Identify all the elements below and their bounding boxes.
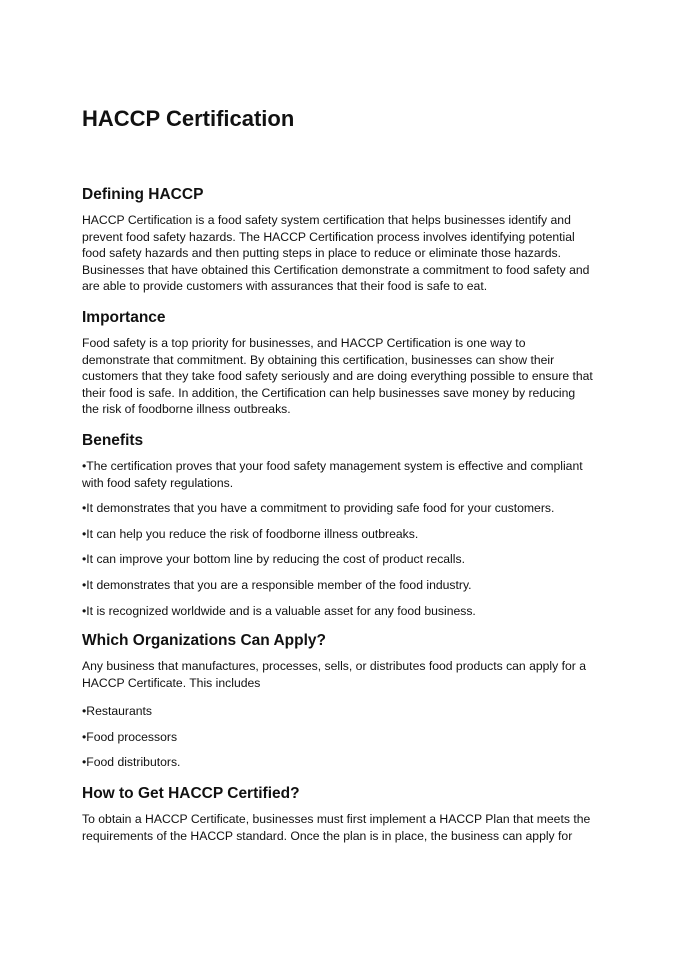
section-heading-organizations: Which Organizations Can Apply? <box>82 632 326 650</box>
list-item: • It can help you reduce the risk of foodborne illness outbreaks. <box>82 526 594 543</box>
list-item: • It is recognized worldwide and is a valuable asset for any food business. <box>82 603 594 620</box>
list-item: • It demonstrates that you have a commitment to providing safe food for your customers. <box>82 500 594 517</box>
section-defining-haccp <box>82 184 594 295</box>
paragraph-organizations: Any business that manufactures, processes, sells, or distributes food products can apply for a HACCP Certificate. This includes <box>82 659 587 690</box>
section-heading-benefits: Benefits <box>82 431 144 449</box>
list-item: • It demonstrates that you are a responsible member of the food industry. <box>82 577 594 594</box>
organizations-list <box>82 703 594 771</box>
paragraph-defining: HACCP Certification is a food safety system certification that helps businesses identify and prevent food safety hazards. The HACCP Certification process involves identifying potential food safety hazards and then putting steps in place to reduce or eliminate those hazards. Businesses that have obtained this Certification demonstrate a commitment to food safety and are able to provide customers with assurances that their food is safe to eat. <box>82 213 590 294</box>
list-item: • Food distributors. <box>82 754 594 771</box>
benefits-list <box>82 458 594 619</box>
section-how-to-certify <box>82 783 594 844</box>
section-heading-how-to: How to Get HACCP Certified? <box>82 785 300 803</box>
list-item: • Restaurants <box>82 703 594 720</box>
list-item: • Food processors <box>82 729 594 746</box>
list-item: • The certification proves that your food safety management system is effective and compliant with food safety regulations. <box>82 458 594 491</box>
page-title: HACCP Certification <box>82 106 295 131</box>
section-benefits <box>82 430 594 630</box>
list-item: • It can improve your bottom line by reducing the cost of product recalls. <box>82 551 594 568</box>
section-heading-defining: Defining HACCP <box>82 186 204 203</box>
section-organizations <box>82 630 594 783</box>
document-body <box>82 184 594 856</box>
paragraph-importance: Food safety is a top priority for businesses, and HACCP Certification is one way to demonstrate that commitment. By obtaining this certification, businesses can show their customers that they take food safety seriously and are doing everything possible to ensure that their food is safe. In addition, the Certification can help businesses save money by reducing the risk of foodborne illness outbreaks. <box>82 335 593 417</box>
paragraph-how-to: To obtain a HACCP Certificate, businesses must first implement a HACCP Plan that meets the requirements of the HACCP standard. Once the plan is in place, the business can apply for <box>82 812 591 843</box>
section-heading-importance: Importance <box>82 308 166 326</box>
section-importance <box>82 307 594 418</box>
